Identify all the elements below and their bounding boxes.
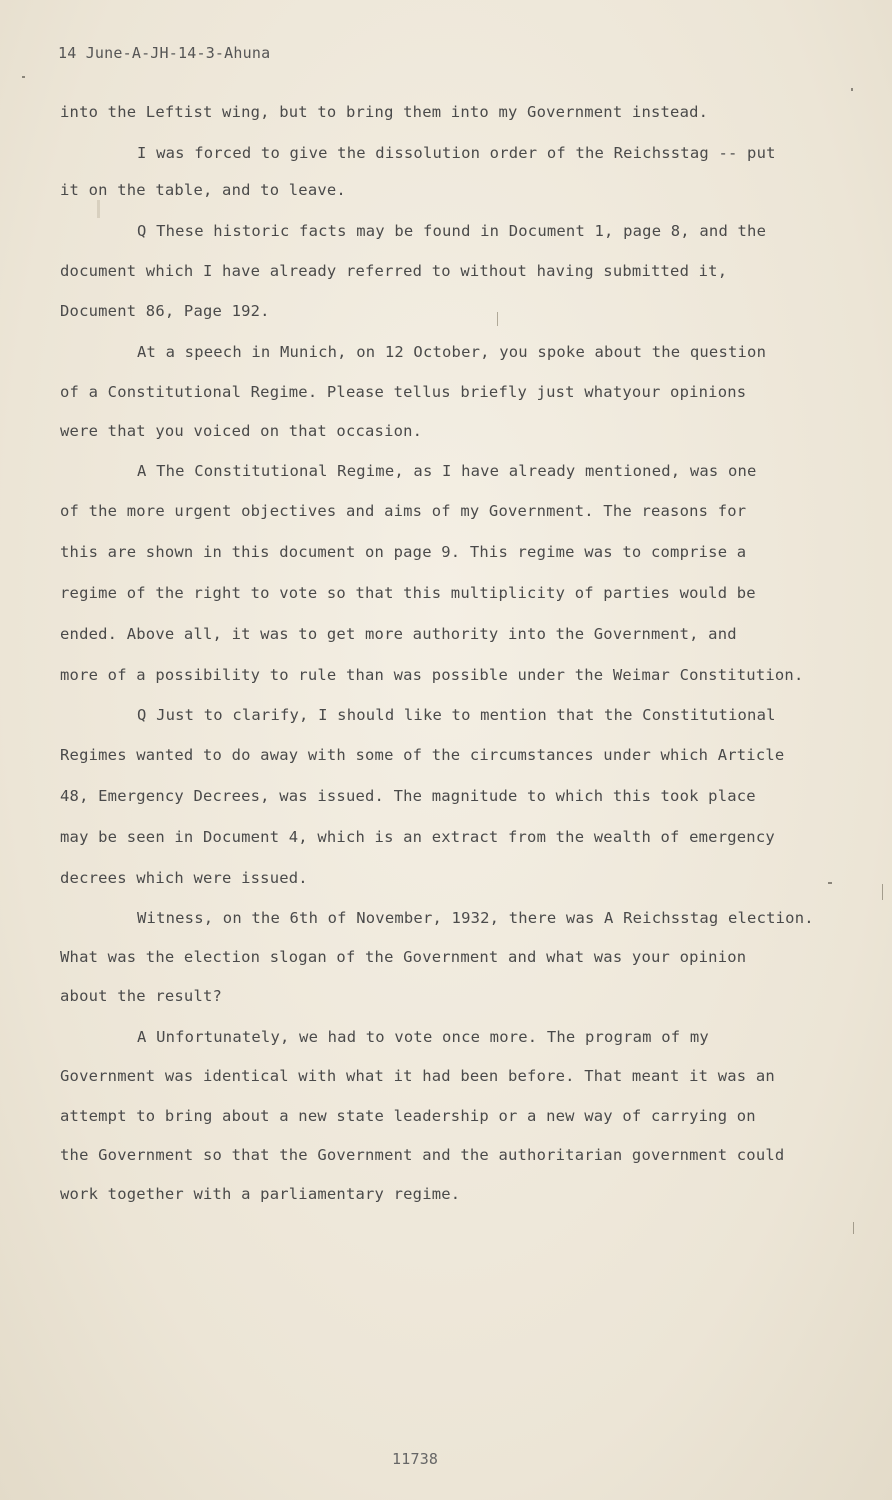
- text-line-12: this are shown in this document on page 9. This regime was to comprise a: [60, 543, 747, 561]
- text-line-15: more of a possibility to rule than was possible under the Weimar Constitution.: [60, 666, 804, 684]
- scan-speck: [497, 312, 498, 326]
- text-line-17: Regimes wanted to do away with some of the circumstances under which Article: [60, 746, 785, 764]
- text-line-22: What was the election slogan of the Government and what was your opinion: [60, 948, 747, 966]
- text-line-23: about the result?: [60, 987, 223, 1005]
- text-line-3: it on the table, and to leave.: [60, 181, 346, 199]
- text-line-14: ended. Above all, it was to get more authority into the Government, and: [60, 625, 737, 643]
- text-line-27: the Government so that the Government and the authoritarian government could: [60, 1146, 785, 1164]
- text-line-16: Q Just to clarify, I should like to mention that the Constitutional: [137, 706, 776, 724]
- text-line-11: of the more urgent objectives and aims of my Government. The reasons for: [60, 502, 747, 520]
- text-line-4: Q These historic facts may be found in Document 1, page 8, and the: [137, 222, 767, 240]
- text-line-2: I was forced to give the dissolution order of the Reichsstag -- put: [137, 144, 776, 162]
- text-line-1: into the Leftist wing, but to bring them into my Government instead.: [60, 103, 709, 121]
- text-line-5: document which I have already referred to without having submitted it,: [60, 262, 728, 280]
- text-line-20: decrees which were issued.: [60, 869, 308, 887]
- scan-speck: [828, 882, 832, 884]
- scan-speck: [851, 88, 853, 91]
- text-line-13: regime of the right to vote so that this multiplicity of parties would be: [60, 584, 756, 602]
- text-line-18: 48, Emergency Decrees, was issued. The magnitude to which this took place: [60, 787, 756, 805]
- text-line-21: Witness, on the 6th of November, 1932, there was A Reichsstag election.: [137, 909, 814, 927]
- scan-speck: [882, 884, 883, 900]
- text-line-26: attempt to bring about a new state leadership or a new way of carrying on: [60, 1107, 756, 1125]
- text-line-28: work together with a parliamentary regime.: [60, 1185, 461, 1203]
- text-line-6: Document 86, Page 192.: [60, 302, 270, 320]
- scan-speck: [853, 1222, 854, 1234]
- text-line-7: At a speech in Munich, on 12 October, you spoke about the question: [137, 343, 767, 361]
- text-line-19: may be seen in Document 4, which is an extract from the wealth of emergency: [60, 828, 775, 846]
- text-line-10: A The Constitutional Regime, as I have already mentioned, was one: [137, 462, 757, 480]
- page-header: 14 June-A-JH-14-3-Ahuna: [58, 44, 271, 62]
- text-line-25: Government was identical with what it had been before. That meant it was an: [60, 1067, 775, 1085]
- scan-smudge: [97, 200, 100, 218]
- text-line-9: were that you voiced on that occasion.: [60, 422, 423, 440]
- scan-speck: [22, 76, 25, 78]
- text-line-24: A Unfortunately, we had to vote once more. The program of my: [137, 1028, 709, 1046]
- text-line-8: of a Constitutional Regime. Please tellus briefly just whatyour opinions: [60, 383, 747, 401]
- page-number: 11738: [392, 1450, 439, 1468]
